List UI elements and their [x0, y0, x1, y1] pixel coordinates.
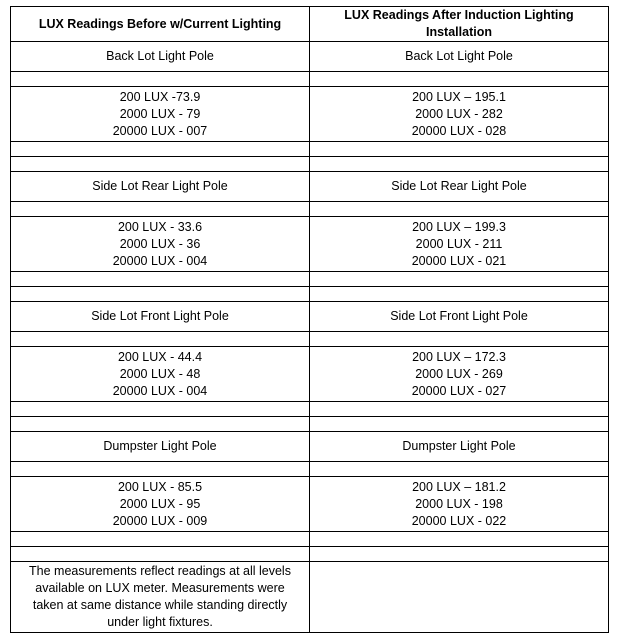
- readings-before-cell: [11, 217, 310, 272]
- notes-cell: [11, 562, 310, 633]
- spacer-cell: [310, 462, 609, 477]
- reading-before: 20000 LUX - 004: [112, 383, 208, 398]
- readings-row: [11, 347, 609, 402]
- reading-before: 2000 LUX - 95: [119, 496, 201, 511]
- readings-before-cell: [11, 87, 310, 142]
- reading-before: 2000 LUX - 79: [119, 106, 201, 121]
- section-title-after: Side Lot Rear Light Pole: [310, 172, 609, 202]
- section-title-before: Dumpster Light Pole: [11, 432, 310, 462]
- reading-before: 200 LUX - 44.4: [117, 349, 203, 364]
- reading-after: 2000 LUX - 198: [415, 496, 503, 511]
- spacer-cell: [11, 287, 310, 302]
- spacer-cell: [11, 72, 310, 87]
- reading-after: 2000 LUX - 269: [415, 366, 503, 381]
- spacer-row: [11, 417, 609, 432]
- section-title-after: Side Lot Front Light Pole: [310, 302, 609, 332]
- reading-before: 2000 LUX - 48: [119, 366, 201, 381]
- reading-before: 20000 LUX - 007: [112, 123, 208, 138]
- spacer-cell: [11, 417, 310, 432]
- readings-row: [11, 217, 609, 272]
- spacer-row: [11, 272, 609, 287]
- reading-after: 200 LUX – 181.2: [412, 479, 506, 494]
- section-title-row: [11, 172, 609, 202]
- spacer-row: [11, 532, 609, 547]
- spacer-cell: [11, 547, 310, 562]
- spacer-row: [11, 402, 609, 417]
- spacer-cell: [11, 202, 310, 217]
- spacer-row: [11, 157, 609, 172]
- readings-after-cell: [310, 477, 609, 532]
- spacer-cell: [11, 272, 310, 287]
- spacer-row: [11, 72, 609, 87]
- spacer-row: [11, 287, 609, 302]
- spacer-cell: [11, 532, 310, 547]
- spacer-cell: [310, 402, 609, 417]
- reading-after: 200 LUX – 195.1: [412, 89, 506, 104]
- header-row: [11, 7, 609, 42]
- reading-after: 20000 LUX - 021: [411, 253, 507, 268]
- section-title-after: Back Lot Light Pole: [310, 42, 609, 72]
- readings-after-cell: [310, 217, 609, 272]
- spacer-cell: [310, 332, 609, 347]
- note-line: taken at same distance while standing directly: [32, 598, 288, 612]
- spacer-cell: [310, 417, 609, 432]
- spacer-cell: [310, 272, 609, 287]
- section-title-row: [11, 302, 609, 332]
- spacer-row: [11, 547, 609, 562]
- spacer-row: [11, 202, 609, 217]
- note-line: The measurements reflect readings at all levels: [29, 564, 291, 578]
- header-after: LUX Readings After Induction Lighting Installation: [310, 7, 609, 42]
- spacer-cell: [11, 402, 310, 417]
- reading-after: 2000 LUX - 211: [415, 236, 503, 251]
- reading-before: 200 LUX - 85.5: [117, 479, 203, 494]
- spacer-cell: [310, 532, 609, 547]
- readings-after-cell: [310, 87, 609, 142]
- section-title-before: Back Lot Light Pole: [11, 42, 310, 72]
- readings-row: [11, 87, 609, 142]
- spacer-row: [11, 332, 609, 347]
- spacer-cell: [310, 287, 609, 302]
- reading-before: 2000 LUX - 36: [119, 236, 201, 251]
- reading-after: 200 LUX – 199.3: [412, 219, 506, 234]
- lux-readings-table: [10, 6, 609, 633]
- readings-row: [11, 477, 609, 532]
- spacer-cell: [310, 157, 609, 172]
- section-title-before: Side Lot Rear Light Pole: [11, 172, 310, 202]
- readings-before-cell: [11, 477, 310, 532]
- readings-before-cell: [11, 347, 310, 402]
- note-line: under light fixtures.: [107, 615, 213, 629]
- reading-after: 200 LUX – 172.3: [412, 349, 506, 364]
- spacer-cell: [310, 202, 609, 217]
- spacer-cell: [11, 462, 310, 477]
- spacer-row: [11, 462, 609, 477]
- reading-after: 20000 LUX - 022: [411, 513, 507, 528]
- notes-row: [11, 562, 609, 633]
- reading-after: 2000 LUX - 282: [415, 106, 503, 121]
- notes-empty-cell: [310, 562, 609, 633]
- section-title-row: [11, 432, 609, 462]
- reading-after: 20000 LUX - 027: [411, 383, 507, 398]
- section-title-before: Side Lot Front Light Pole: [11, 302, 310, 332]
- reading-before: 200 LUX - 33.6: [117, 219, 203, 234]
- spacer-cell: [310, 142, 609, 157]
- spacer-cell: [310, 547, 609, 562]
- readings-after-cell: [310, 347, 609, 402]
- reading-before: 20000 LUX - 004: [112, 253, 208, 268]
- spacer-cell: [11, 142, 310, 157]
- spacer-cell: [11, 332, 310, 347]
- spacer-cell: [310, 72, 609, 87]
- spacer-row: [11, 142, 609, 157]
- section-title-after: Dumpster Light Pole: [310, 432, 609, 462]
- reading-before: 20000 LUX - 009: [112, 513, 208, 528]
- reading-before: 200 LUX -73.9: [119, 89, 201, 104]
- reading-after: 20000 LUX - 028: [411, 123, 507, 138]
- section-title-row: [11, 42, 609, 72]
- note-line: available on LUX meter. Measurements were: [35, 581, 285, 595]
- spacer-cell: [11, 157, 310, 172]
- header-before: LUX Readings Before w/Current Lighting: [11, 7, 310, 42]
